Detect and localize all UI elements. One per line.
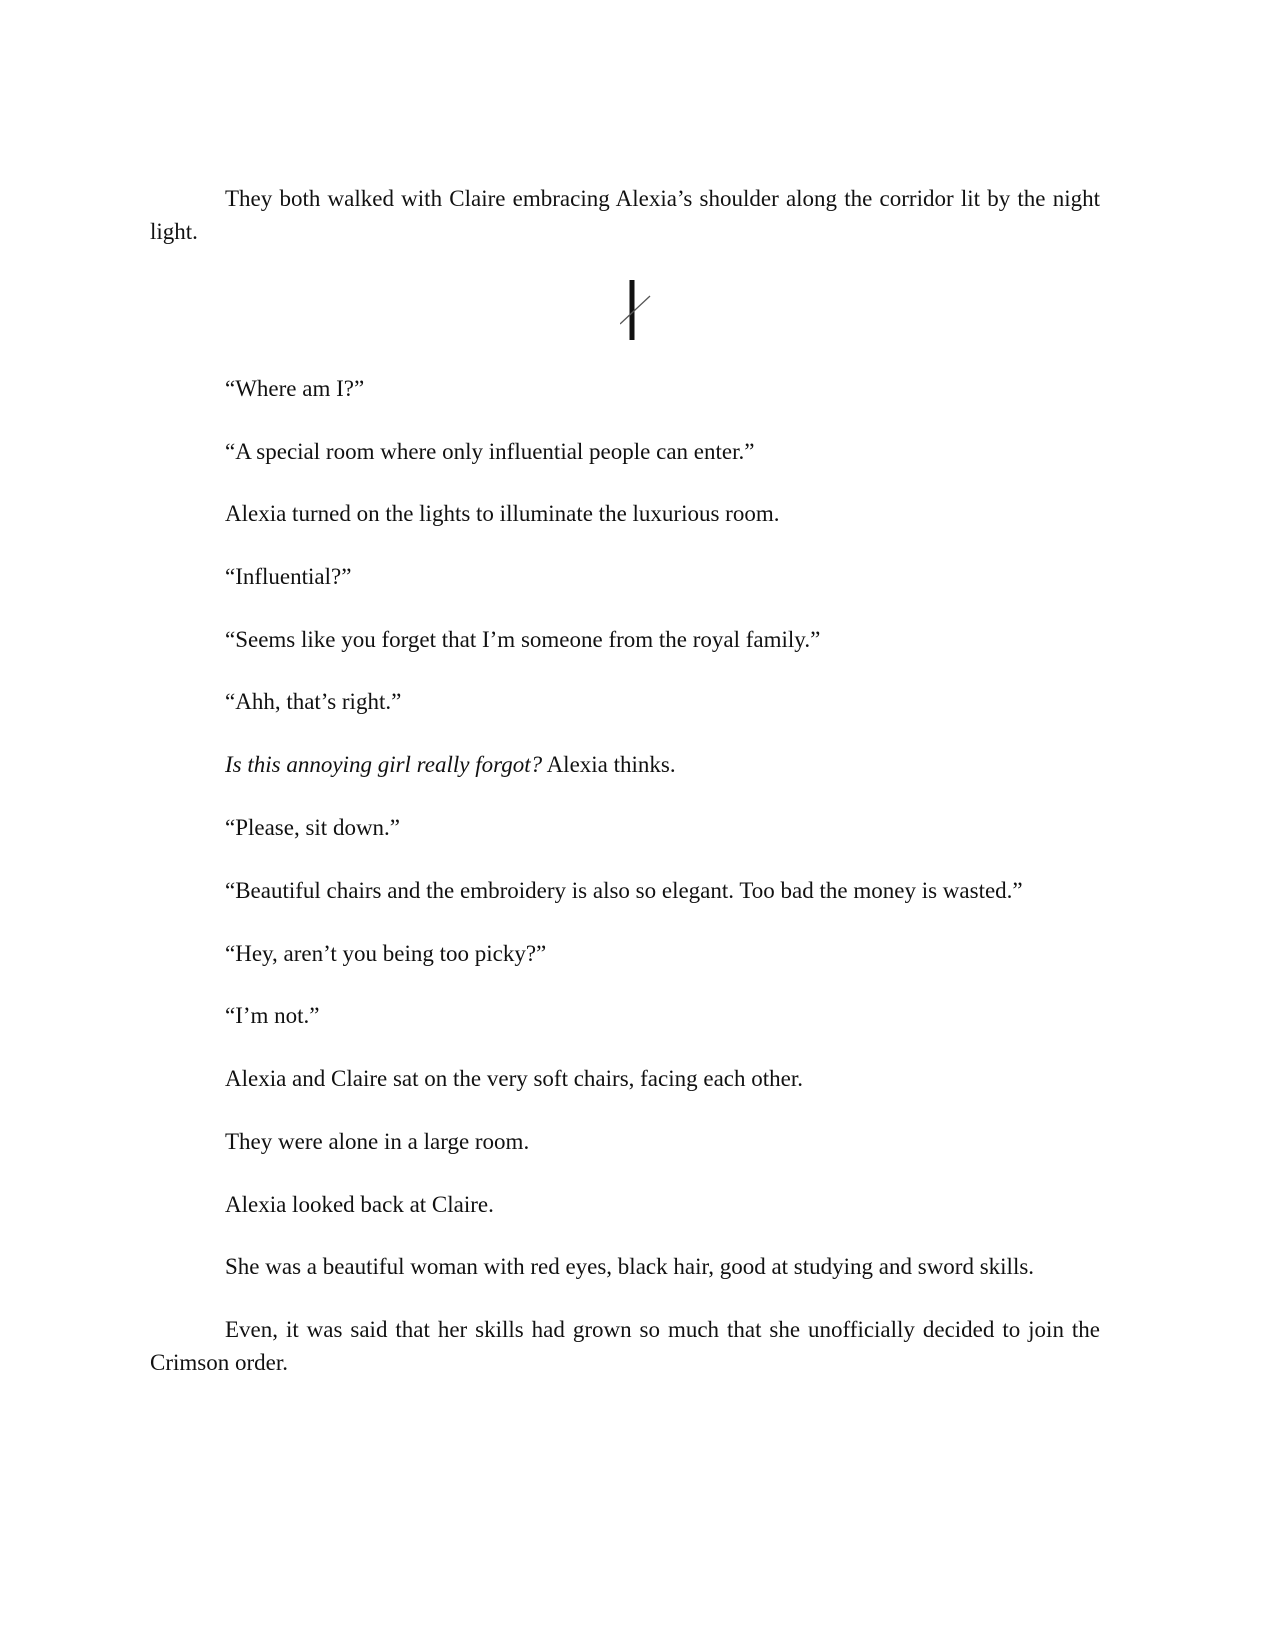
paragraph-text: “Where am I?”: [225, 376, 365, 401]
paragraph: [150, 1313, 1100, 1379]
dialogue-line: [150, 999, 1100, 1032]
dialogue-line: [150, 623, 1100, 656]
paragraph: [150, 182, 1100, 248]
paragraph-text: “Ahh, that’s right.”: [225, 689, 402, 714]
paragraph-text: Alexia looked back at Claire.: [225, 1192, 494, 1217]
dialogue-line: [150, 937, 1100, 970]
dialogue-line: [150, 874, 1100, 907]
paragraph-text: Even, it was said that her skills had grown so much that she unofficially decided to join the Crimson order.: [150, 1317, 1100, 1375]
paragraph: [150, 1062, 1100, 1095]
paragraph-text: Alexia thinks.: [542, 752, 676, 777]
paragraph: [150, 1125, 1100, 1158]
dialogue-line: [150, 372, 1100, 405]
paragraph: [150, 1250, 1100, 1283]
paragraph-text: “A special room where only influential people can enter.”: [225, 439, 755, 464]
paragraph: [150, 1188, 1100, 1221]
paragraph-text: They were alone in a large room.: [225, 1129, 530, 1154]
paragraph-text: “Beautiful chairs and the embroidery is also so elegant. Too bad the money is wasted.”: [225, 878, 1023, 903]
paragraph-text: “Please, sit down.”: [225, 815, 401, 840]
paragraph-text: “Influential?”: [225, 564, 352, 589]
paragraph-text: “Hey, aren’t you being too picky?”: [225, 941, 547, 966]
paragraph-text: She was a beautiful woman with red eyes, black hair, good at studying and sword skills.: [225, 1254, 1035, 1279]
dialogue-line: [150, 685, 1100, 718]
paragraph: [150, 497, 1100, 530]
sword-scene-break-icon: [620, 280, 656, 346]
paragraph-text: Alexia and Claire sat on the very soft chairs, facing each other.: [225, 1066, 803, 1091]
dialogue-line: [150, 435, 1100, 468]
dialogue-line: [150, 560, 1100, 593]
paragraph-text: “I’m not.”: [225, 1003, 320, 1028]
paragraph-text: They both walked with Claire embracing Alexia’s shoulder along the corridor lit by the night light.: [150, 186, 1100, 244]
thought-line: [150, 748, 1100, 781]
dialogue-line: [150, 811, 1100, 844]
paragraph-text: Alexia turned on the lights to illuminate the luxurious room.: [225, 501, 780, 526]
paragraph-text: “Seems like you forget that I’m someone from the royal family.”: [225, 627, 821, 652]
italic-thought-text: Is this annoying girl really forgot?: [225, 752, 543, 777]
